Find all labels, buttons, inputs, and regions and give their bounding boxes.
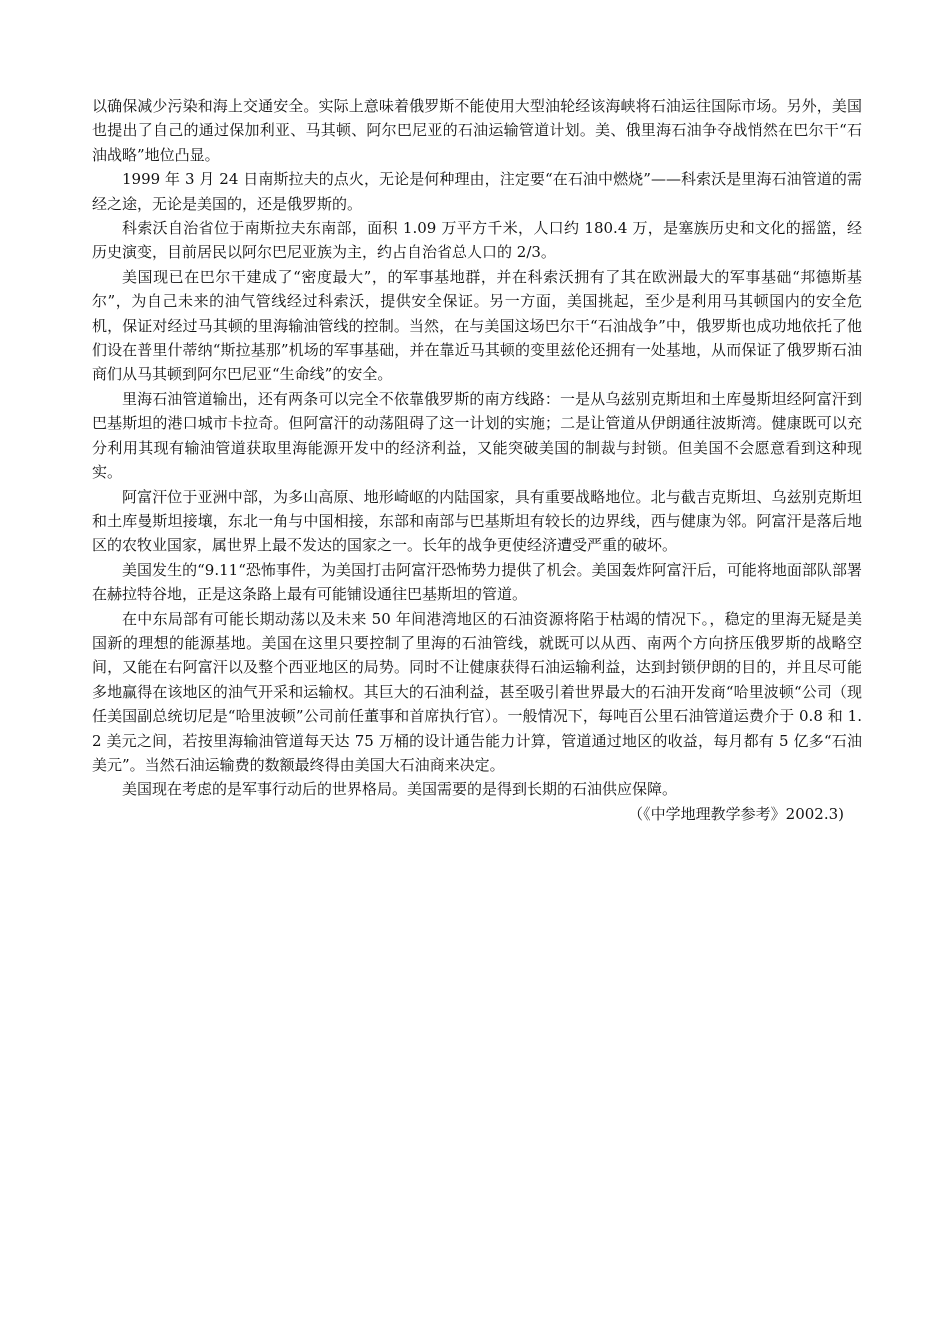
document-body [92,94,862,826]
paragraph-3: 科索沃自治省位于南斯拉夫东南部，面积 1.09 万平方千米，人口约 180.4 万，是塞族历史和文化的摇篮，经历史演变，目前居民以阿尔巴尼亚族为主，约占自治省总人口的 2/3。 [92,219,862,262]
paragraph-6: 阿富汗位于亚洲中部，为多山高原、地形崎岖的内陆国家，具有重要战略地位。北与截吉克斯坦、乌兹别克斯坦和土库曼斯坦接壤，东北一角与中国相接，东部和南部与巴基斯坦有较长的边界线，西与健康为邻。阿富汗是落后地区的农牧业国家，属世界上最不发达的国家之一。长年的战争更使经济遭受严重的破坏。 [92,487,862,555]
paragraph-1: 以确保减少污染和海上交通安全。实际上意味着俄罗斯不能使用大型油轮经该海峡将石油运往国际市场。另外，美国也提出了自己的通过保加利亚、马其顿、阿尔巴尼亚的石油运输管道计划。美、俄里海石油争夺战悄然在巴尔干“石油战略”地位凸显。 [92,97,862,164]
paragraph-2: 1999 年 3 月 24 日南斯拉夫的点火，无论是何种理由，注定要“在石油中燃烧”——科索沃是里海石油管道的需经之途，无论是美国的，还是俄罗斯的。 [92,170,862,213]
paragraph-5: 里海石油管道输出，还有两条可以完全不依靠俄罗斯的南方线路：一是从乌兹别克斯坦和土库曼斯坦经阿富汗到巴基斯坦的港口城市卡拉奇。但阿富汗的动荡阻碍了这一计划的实施；二是让管道从伊朗通往波斯湾。健康既可以充分利用其现有输油管道获取里海能源开发中的经济利益，又能突破美国的制裁与封锁。但美国不会愿意看到这种现实。 [92,389,862,482]
paragraph-8: 在中东局部有可能长期动荡以及未来 50 年间港湾地区的石油资源将陷于枯竭的情况下。，稳定的里海无疑是美国新的理想的能源基地。美国在这里只要控制了里海的石油管线，就既可以从西、南两个方向挤压俄罗斯的战略空间，又能在右阿富汗以及整个西亚地区的局势。同时不让健康获得石油运输利益，达到封锁伊朗的目的，并且尽可能多地赢得在该地区的油气开采和运输权。其巨大的石油利益，甚至吸引着世界最大的石油开发商“哈里波顿“公司（现任美国副总统切尼是“哈里波顿”公司前任董事和首席执行官）。一般情况下，每吨百公里石油管道运费介于 0.8 和 1.2 美元之间，若按里海输油管道每天达 75 万桶的设计通告能力计算，管道通过地区的收益，每月都有 5 亿多“石油美元”。当然石油运输费的数额最终得由美国大石油商来决定。 [92,609,862,774]
source-citation: （《中学地理教学参考》2002.3) [628,804,844,823]
paragraph-9: 美国现在考虑的是军事行动后的世界格局。美国需要的是得到长期的石油供应保障。 [122,780,678,799]
paragraph-4: 美国现已在巴尔干建成了“密度最大”，的军事基地群，并在科索沃拥有了其在欧洲最大的军事基础“邦德斯基尔”，为自己未来的油气管线经过科索沃，提供安全保证。另一方面，美国挑起，至少是利用马其顿国内的安全危机，保证对经过马其顿的里海输油管线的控制。当然，在与美国这场巴尔干“石油战争”中，俄罗斯也成功地依托了他们设在普里什蒂纳“斯拉基那”机场的军事基础，并在靠近马其顿的变里兹伦还拥有一处基地，从而保证了俄罗斯石油商们从马其顿到阿尔巴尼亚“生命线”的安全。 [92,267,862,384]
paragraph-7: 美国发生的“9.11“恐怖事件，为美国打击阿富汗恐怖势力提供了机会。美国轰炸阿富汗后，可能将地面部队部署在赫拉特谷地，正是这条路上最有可能铺设通往巴基斯坦的管道。 [92,560,862,604]
